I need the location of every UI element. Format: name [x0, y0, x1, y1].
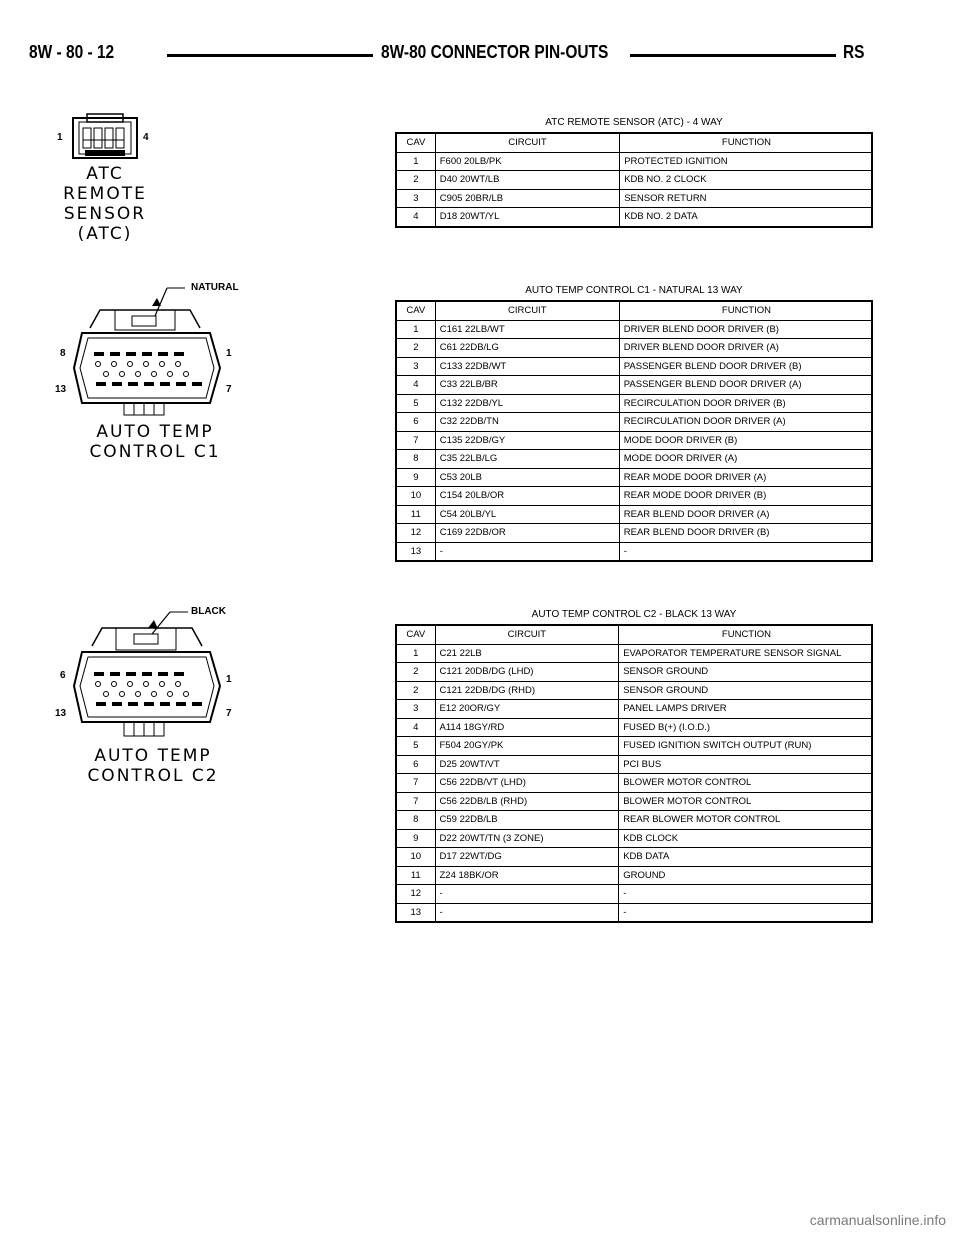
table-row — [396, 681, 872, 700]
c2-pinout-table — [395, 624, 873, 923]
col-cav: CAV — [396, 133, 435, 152]
cell-circuit: C905 20BR/LB — [435, 189, 619, 208]
c1-color-callout: NATURAL — [191, 282, 239, 293]
cell-function: EVAPORATOR TEMPERATURE SENSOR SIGNAL — [619, 644, 872, 663]
cell-function: KDB NO. 2 DATA — [620, 208, 872, 227]
cell-function: REAR BLOWER MOTOR CONTROL — [619, 811, 872, 830]
c1-pin-1-label: 1 — [226, 348, 232, 359]
cell-cav: 4 — [396, 208, 435, 227]
table-row — [396, 357, 872, 376]
col-cav: CAV — [396, 301, 435, 320]
table-row — [396, 700, 872, 719]
c2-table-title: AUTO TEMP CONTROL C2 - BLACK 13 WAY — [531, 609, 737, 620]
table-row — [396, 394, 872, 413]
table-header-row — [396, 133, 872, 152]
cell-function: BLOWER MOTOR CONTROL — [619, 792, 872, 811]
cell-cav: 8 — [396, 811, 435, 830]
section-code: RS — [843, 42, 865, 62]
cell-function: MODE DOOR DRIVER (B) — [619, 431, 872, 450]
cell-cav: 7 — [396, 792, 435, 811]
cell-function: SENSOR RETURN — [620, 189, 872, 208]
cell-cav: 9 — [396, 468, 435, 487]
table-row — [396, 737, 872, 756]
c2-color-callout: BLACK — [191, 606, 226, 617]
c1-caption-line-2: CONTROL C1 — [89, 442, 221, 462]
cell-circuit: C133 22DB/WT — [435, 357, 619, 376]
atc-connector-drawing — [65, 110, 165, 170]
cell-circuit: C121 22DB/DG (RHD) — [435, 681, 619, 700]
atc-caption-line-4: (ATC) — [77, 224, 133, 244]
cell-circuit: D18 20WT/YL — [435, 208, 619, 227]
cell-cav: 10 — [396, 487, 435, 506]
cell-function: RECIRCULATION DOOR DRIVER (B) — [619, 394, 872, 413]
cell-function: MODE DOOR DRIVER (A) — [619, 450, 872, 469]
atc-caption-line-2: REMOTE — [63, 184, 147, 204]
page-number: 8W - 80 - 12 — [29, 42, 115, 62]
c1-table-body — [396, 320, 872, 561]
atc-pinout-table — [395, 132, 873, 228]
c1-connector-drawing — [60, 278, 235, 418]
cell-circuit: D40 20WT/LB — [435, 171, 619, 190]
table-row — [396, 450, 872, 469]
c2-connector-drawing — [60, 604, 235, 744]
atc-table-body — [396, 152, 872, 227]
cell-cav: 1 — [396, 644, 435, 663]
cell-function: DRIVER BLEND DOOR DRIVER (A) — [619, 339, 872, 358]
cell-cav: 5 — [396, 394, 435, 413]
cell-circuit: C56 22DB/LB (RHD) — [435, 792, 619, 811]
table-row — [396, 376, 872, 395]
cell-circuit: D17 22WT/DG — [435, 848, 619, 867]
c1-pin-13-label: 13 — [55, 384, 67, 395]
col-function: FUNCTION — [619, 625, 872, 644]
cell-cav: 3 — [396, 357, 435, 376]
table-row — [396, 189, 872, 208]
c2-pin-7-label: 7 — [226, 708, 232, 719]
cell-cav: 1 — [396, 152, 435, 171]
table-row — [396, 848, 872, 867]
header-rule-right — [630, 54, 836, 57]
col-circuit: CIRCUIT — [435, 133, 619, 152]
cell-cav: 12 — [396, 885, 435, 904]
cell-circuit: C161 22LB/WT — [435, 320, 619, 339]
c1-caption-line-1: AUTO TEMP — [96, 422, 214, 442]
table-row — [396, 903, 872, 922]
table-row — [396, 811, 872, 830]
cell-function: KDB CLOCK — [619, 829, 872, 848]
c2-pin-13-label: 13 — [55, 708, 67, 719]
table-row — [396, 718, 872, 737]
cell-function: KDB DATA — [619, 848, 872, 867]
cell-function: PROTECTED IGNITION — [620, 152, 872, 171]
c2-caption-line-1: AUTO TEMP — [94, 746, 212, 766]
cell-function: FUSED B(+) (I.O.D.) — [619, 718, 872, 737]
table-row — [396, 663, 872, 682]
cell-cav: 13 — [396, 903, 435, 922]
cell-circuit: C32 22DB/TN — [435, 413, 619, 432]
cell-function: FUSED IGNITION SWITCH OUTPUT (RUN) — [619, 737, 872, 756]
table-row — [396, 755, 872, 774]
cell-function: - — [619, 542, 872, 561]
cell-circuit: C135 22DB/GY — [435, 431, 619, 450]
cell-function: REAR BLEND DOOR DRIVER (B) — [619, 524, 872, 543]
cell-function: PASSENGER BLEND DOOR DRIVER (B) — [619, 357, 872, 376]
cell-function: KDB NO. 2 CLOCK — [620, 171, 872, 190]
atc-caption-line-1: ATC — [86, 164, 124, 184]
cell-circuit: C61 22DB/LG — [435, 339, 619, 358]
atc-pin-4-label: 4 — [143, 132, 149, 143]
col-function: FUNCTION — [619, 301, 872, 320]
atc-table-title: ATC REMOTE SENSOR (ATC) - 4 WAY — [545, 117, 723, 128]
c2-table-body — [396, 644, 872, 922]
table-row — [396, 866, 872, 885]
cell-function: DRIVER BLEND DOOR DRIVER (B) — [619, 320, 872, 339]
cell-cav: 2 — [396, 339, 435, 358]
cell-circuit: C59 22DB/LB — [435, 811, 619, 830]
cell-cav: 9 — [396, 829, 435, 848]
col-circuit: CIRCUIT — [435, 301, 619, 320]
col-circuit: CIRCUIT — [435, 625, 619, 644]
cell-cav: 8 — [396, 450, 435, 469]
c1-table-title: AUTO TEMP CONTROL C1 - NATURAL 13 WAY — [525, 285, 743, 296]
cell-circuit: - — [435, 903, 619, 922]
cell-cav: 4 — [396, 376, 435, 395]
table-row — [396, 829, 872, 848]
c1-pin-8-label: 8 — [60, 348, 66, 359]
cell-circuit: C21 22LB — [435, 644, 619, 663]
atc-connector-figure — [55, 110, 165, 244]
cell-circuit: Z24 18BK/OR — [435, 866, 619, 885]
col-cav: CAV — [396, 625, 435, 644]
table-row — [396, 885, 872, 904]
c2-caption-line-2: CONTROL C2 — [87, 766, 219, 786]
atc-figure-caption — [55, 164, 155, 244]
cell-function: SENSOR GROUND — [619, 681, 872, 700]
atc-caption-line-3: SENSOR — [63, 204, 147, 224]
cell-circuit: C56 22DB/VT (LHD) — [435, 774, 619, 793]
cell-function: GROUND — [619, 866, 872, 885]
table-row — [396, 339, 872, 358]
cell-cav: 11 — [396, 866, 435, 885]
cell-circuit: - — [435, 542, 619, 561]
cell-cav: 2 — [396, 663, 435, 682]
cell-function: REAR BLEND DOOR DRIVER (A) — [619, 505, 872, 524]
table-row — [396, 171, 872, 190]
cell-function: RECIRCULATION DOOR DRIVER (A) — [619, 413, 872, 432]
cell-circuit: C121 20DB/DG (LHD) — [435, 663, 619, 682]
cell-cav: 13 — [396, 542, 435, 561]
cell-cav: 3 — [396, 189, 435, 208]
c2-connector-figure — [55, 604, 240, 789]
table-row — [396, 208, 872, 227]
cell-cav: 6 — [396, 755, 435, 774]
table-row — [396, 792, 872, 811]
table-row — [396, 431, 872, 450]
cell-circuit: F600 20LB/PK — [435, 152, 619, 171]
cell-circuit: D22 20WT/TN (3 ZONE) — [435, 829, 619, 848]
col-function: FUNCTION — [620, 133, 872, 152]
cell-cav: 2 — [396, 171, 435, 190]
table-row — [396, 542, 872, 561]
c1-pin-7-label: 7 — [226, 384, 232, 395]
table-row — [396, 413, 872, 432]
c1-pinout-table — [395, 300, 873, 562]
cell-circuit: F504 20GY/PK — [435, 737, 619, 756]
table-row — [396, 152, 872, 171]
cell-function: REAR MODE DOOR DRIVER (B) — [619, 487, 872, 506]
cell-circuit: C169 22DB/OR — [435, 524, 619, 543]
cell-function: PASSENGER BLEND DOOR DRIVER (A) — [619, 376, 872, 395]
c2-pin-1-label: 1 — [226, 674, 232, 685]
cell-cav: 7 — [396, 431, 435, 450]
table-row — [396, 774, 872, 793]
cell-circuit: C35 22LB/LG — [435, 450, 619, 469]
table-row — [396, 468, 872, 487]
c1-figure-caption — [85, 422, 225, 462]
cell-cav: 6 — [396, 413, 435, 432]
cell-cav: 7 — [396, 774, 435, 793]
cell-cav: 2 — [396, 681, 435, 700]
cell-function: SENSOR GROUND — [619, 663, 872, 682]
table-row — [396, 320, 872, 339]
cell-function: PANEL LAMPS DRIVER — [619, 700, 872, 719]
cell-circuit: C53 20LB — [435, 468, 619, 487]
header-rule-left — [167, 54, 373, 57]
cell-function: PCI BUS — [619, 755, 872, 774]
cell-circuit: C154 20LB/OR — [435, 487, 619, 506]
cell-cav: 4 — [396, 718, 435, 737]
cell-cav: 10 — [396, 848, 435, 867]
table-row — [396, 644, 872, 663]
cell-function: BLOWER MOTOR CONTROL — [619, 774, 872, 793]
cell-function: REAR MODE DOOR DRIVER (A) — [619, 468, 872, 487]
c2-pin-6-label: 6 — [60, 670, 66, 681]
table-header-row — [396, 301, 872, 320]
cell-cav: 3 — [396, 700, 435, 719]
cell-circuit: - — [435, 885, 619, 904]
cell-function: - — [619, 885, 872, 904]
table-row — [396, 524, 872, 543]
cell-cav: 5 — [396, 737, 435, 756]
cell-cav: 1 — [396, 320, 435, 339]
cell-circuit: E12 20OR/GY — [435, 700, 619, 719]
cell-function: - — [619, 903, 872, 922]
table-row — [396, 487, 872, 506]
table-row — [396, 505, 872, 524]
cell-circuit: A114 18GY/RD — [435, 718, 619, 737]
cell-circuit: D25 20WT/VT — [435, 755, 619, 774]
page-header — [25, 42, 875, 72]
page-title: 8W-80 CONNECTOR PIN-OUTS — [381, 42, 609, 62]
cell-circuit: C54 20LB/YL — [435, 505, 619, 524]
cell-cav: 12 — [396, 524, 435, 543]
cell-circuit: C132 22DB/YL — [435, 394, 619, 413]
cell-cav: 11 — [396, 505, 435, 524]
watermark: carmanualsonline.info — [809, 1212, 946, 1228]
cell-circuit: C33 22LB/BR — [435, 376, 619, 395]
c2-figure-caption — [83, 746, 223, 786]
c1-connector-figure — [55, 278, 240, 463]
atc-pin-1-label: 1 — [57, 132, 63, 143]
table-header-row — [396, 625, 872, 644]
